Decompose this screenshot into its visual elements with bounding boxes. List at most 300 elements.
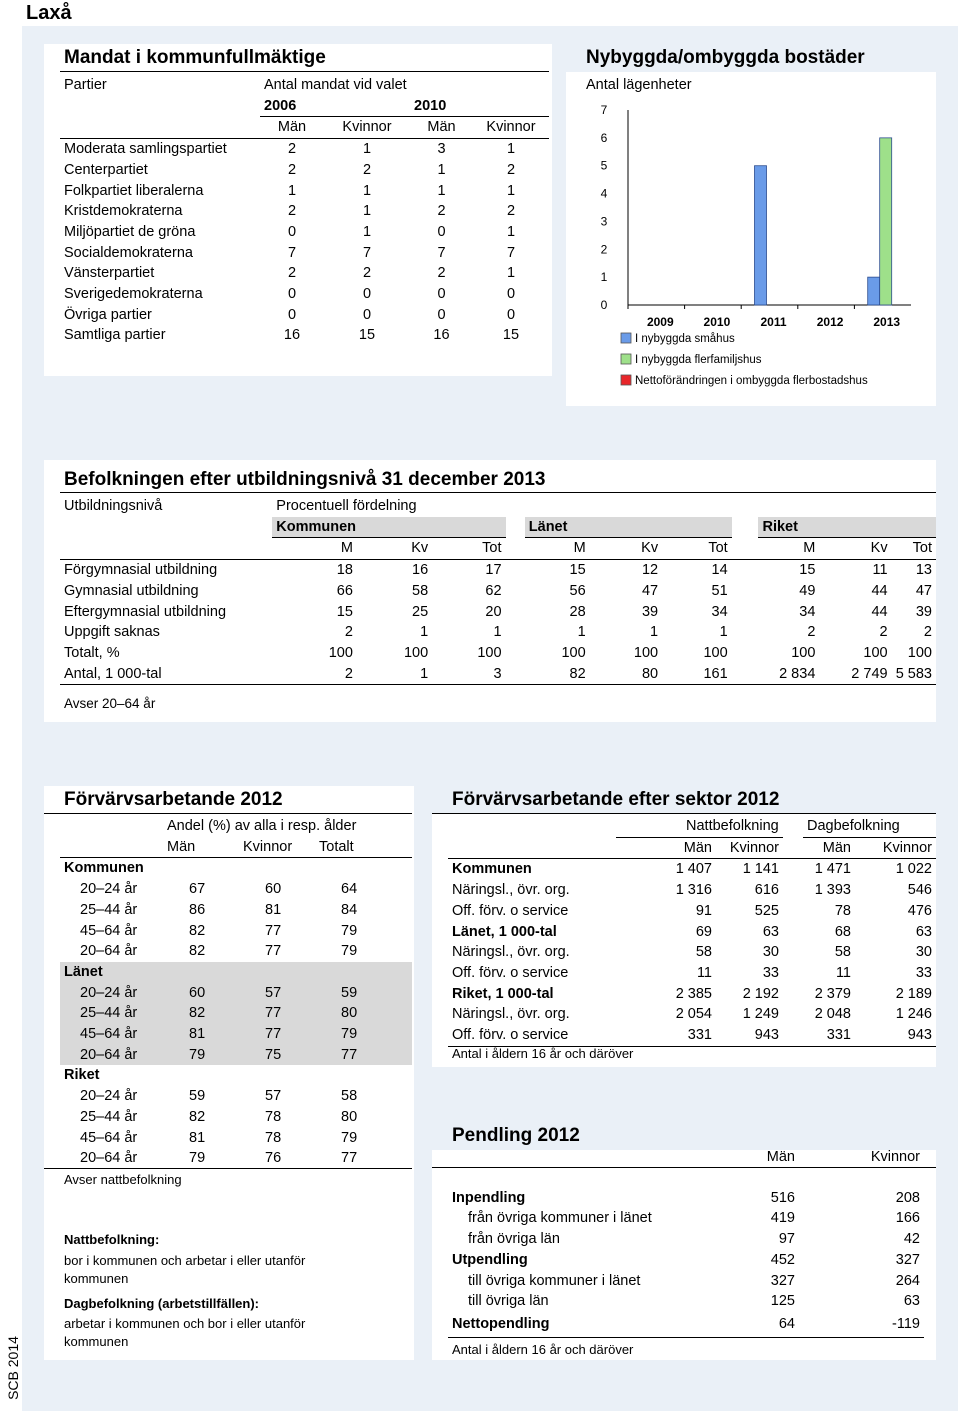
utbildning-value: 15: [336, 603, 353, 620]
pendling-table: [448, 1147, 924, 1338]
table-row: [60, 139, 549, 160]
forvarv-value: 78: [265, 1108, 282, 1125]
sektor-table: [448, 816, 936, 1047]
forvarv-value: 79: [341, 1026, 358, 1043]
sektor-row-label: Off. förv. o service: [452, 964, 569, 981]
pendling-row-label: Utpendling: [452, 1251, 528, 1268]
utbildning-value: 16: [412, 562, 429, 579]
utbildning-value: 44: [871, 603, 888, 620]
forvarv-value: 59: [341, 984, 358, 1001]
pendling-value: 264: [895, 1272, 920, 1289]
utbildning-value: 58: [412, 582, 429, 599]
utbildning-value: 66: [336, 582, 353, 599]
sektor-sub-header: Män: [683, 839, 712, 856]
sektor-value: 525: [754, 902, 779, 919]
pendling-sub-header: Män: [766, 1149, 795, 1165]
sektor-value: 2 379: [814, 985, 851, 1002]
x-tick-label: 2009: [646, 315, 674, 329]
sektor-row-label: Länet, 1 000-tal: [452, 923, 557, 940]
sektor-value: 616: [754, 882, 779, 899]
mandat-value: 7: [437, 244, 446, 261]
utbildning-value: 28: [569, 603, 586, 620]
utbildning-value: 100: [403, 644, 429, 661]
forvarv-age: 45–64 år: [80, 922, 138, 939]
sektor-value: 943: [907, 1027, 932, 1044]
forvarv-value: 79: [189, 1150, 206, 1167]
party-name: Sverigedemokraterna: [64, 286, 203, 303]
mandat-value: 2: [287, 161, 297, 178]
utbildning-value: 1: [420, 665, 429, 682]
table-row: [60, 201, 549, 222]
utbildning-sub-header: Kv: [411, 540, 429, 557]
mandat-sub-header: Män: [277, 119, 307, 136]
legend-swatch: [621, 333, 631, 343]
forvarv-value: 81: [265, 901, 282, 918]
utbildning-value: 1: [719, 624, 728, 641]
table-row: [448, 1250, 924, 1271]
bar: [868, 277, 880, 305]
mandat-value: 1: [362, 141, 372, 158]
group-row: [60, 962, 412, 983]
side-label: SCB 2014: [5, 1336, 21, 1400]
utbildning-value: 20: [485, 603, 502, 620]
forvarv-value: 79: [189, 1046, 206, 1063]
forvarv-group-name: Kommunen: [64, 860, 144, 877]
sektor-value: 1 141: [742, 861, 779, 878]
table-row: [60, 941, 412, 962]
table-row: [60, 921, 412, 942]
sektor-value: 2 385: [675, 985, 712, 1002]
mandat-value: 0: [437, 223, 446, 240]
party-name: Kristdemokraterna: [64, 203, 183, 220]
sektor-value: 331: [687, 1027, 712, 1044]
utbildning-row-label: Totalt, %: [64, 644, 120, 661]
utbildning-title: Befolkningen efter utbildningsnivå 31 december 2013: [64, 469, 546, 490]
table-row: [60, 284, 549, 305]
forvarv-value: 82: [189, 922, 206, 939]
pendling-row-label: till övriga län: [468, 1293, 549, 1310]
table-row: [448, 984, 936, 1005]
utbildning-value: 15: [569, 562, 586, 579]
forvarv-value: 77: [265, 922, 282, 939]
table-row: [448, 922, 936, 943]
forvarv-value: 82: [189, 943, 206, 960]
pendling-row-label: Nettopendling: [452, 1316, 550, 1333]
forvarv-sub-header: Män: [167, 838, 196, 855]
pendling-value: 327: [895, 1251, 920, 1268]
mandat-value: 7: [506, 244, 516, 261]
utbildning-value: 34: [799, 603, 816, 620]
bar: [880, 138, 892, 305]
table-row: [60, 900, 412, 921]
forvarv-sub-header: Totalt: [319, 838, 354, 855]
sektor-value: 63: [915, 923, 932, 940]
pendling-value: 452: [770, 1251, 795, 1268]
forvarv-age: 25–44 år: [80, 901, 138, 918]
utbildning-sub-header: Kv: [870, 540, 888, 557]
table-row: [448, 942, 936, 963]
party-name: Samtliga partier: [64, 327, 166, 344]
table-row: [60, 879, 412, 900]
party-name: Centerpartiet: [64, 161, 148, 178]
table-row: [448, 963, 936, 984]
mandat-value: 2: [506, 161, 516, 178]
utbildning-sub-header: Tot: [482, 540, 502, 557]
forvarv-age: 45–64 år: [80, 1129, 138, 1146]
pendling-value: 166: [895, 1210, 920, 1227]
mandat-value: 0: [287, 223, 297, 240]
table-row: [60, 181, 549, 202]
mandat-sub-header: Män: [427, 119, 456, 136]
table-row: [60, 1003, 412, 1024]
utbildning-value: 1: [493, 624, 502, 641]
table-row: [448, 1271, 924, 1292]
mandat-value: 3: [437, 141, 446, 158]
mandat-value: 15: [502, 327, 520, 344]
table-row: [448, 1025, 936, 1046]
table-row: [448, 880, 936, 901]
sektor-value: 1 022: [895, 861, 932, 878]
sektor-note: Antal i åldern 16 år och däröver: [452, 1046, 634, 1061]
table-row: [60, 263, 549, 284]
utbildning-group-kommunen: Kommunen: [272, 517, 505, 538]
party-name: Miljöpartiet de gröna: [64, 223, 196, 240]
utbildning-value: 1: [420, 624, 429, 641]
forvarv-value: 79: [341, 943, 358, 960]
sektor-value: 331: [826, 1027, 851, 1044]
sektor-value: 91: [695, 902, 712, 919]
utbildning-value: 1: [650, 624, 659, 641]
table-row: [60, 1107, 412, 1128]
bostader-subtitle: Antal lägenheter: [586, 77, 692, 93]
utbildning-value: 44: [871, 582, 888, 599]
mandat-year-2006: 2006: [260, 96, 410, 117]
mandat-sub-header: Kvinnor: [342, 119, 392, 136]
sektor-value: 476: [907, 902, 932, 919]
pendling-value: 208: [895, 1189, 920, 1206]
pendling-value: 64: [778, 1316, 795, 1333]
forvarv-age: 20–64 år: [80, 1150, 138, 1167]
forvarv-value: 75: [265, 1046, 282, 1063]
mandat-value: 0: [437, 286, 446, 303]
mandat-year-2010: 2010: [410, 96, 549, 117]
pendling-value: -119: [892, 1316, 920, 1333]
mandat-value: 1: [437, 182, 446, 199]
mandat-value: 2: [362, 265, 372, 282]
forvarv-age: 20–64 år: [80, 1046, 138, 1063]
utbildning-value: 13: [915, 562, 932, 579]
pendling-note: Antal i åldern 16 år och däröver: [452, 1342, 634, 1357]
def-natt-title: Nattbefolkning:: [64, 1232, 160, 1247]
utbildning-value: 2: [344, 665, 353, 682]
forvarv-value: 58: [341, 1088, 358, 1105]
table-row: [60, 1148, 412, 1169]
legend-label: I nybyggda flerfamiljshus: [635, 354, 762, 366]
utbildning-value: 39: [641, 603, 659, 620]
y-tick-label: 6: [600, 130, 608, 145]
utbildning-value: 39: [915, 603, 932, 620]
table-row: [448, 1004, 936, 1025]
table-row: [60, 1045, 412, 1066]
table-row: [448, 1208, 924, 1229]
sektor-row-label: Off. förv. o service: [452, 1027, 569, 1044]
sektor-value: 1 471: [814, 861, 851, 878]
table-row: [60, 1024, 412, 1045]
utbildning-value: 18: [336, 562, 353, 579]
mandat-value: 2: [362, 161, 372, 178]
mandat-value: 16: [283, 327, 301, 344]
utbildning-value: 14: [711, 562, 728, 579]
sektor-group-natt: Nattbefolkning: [616, 816, 783, 837]
mandat-value: 2: [287, 265, 297, 282]
forvarv-value: 79: [341, 1129, 358, 1146]
utbildning-value: 2 834: [779, 665, 816, 682]
sektor-value: 1 393: [814, 882, 851, 899]
sektor-value: 33: [915, 964, 932, 981]
mandat-value: 1: [506, 141, 516, 158]
utbildning-value: 15: [799, 562, 816, 579]
utbildning-row-label: Förgymnasial utbildning: [64, 562, 218, 579]
y-tick-label: 4: [600, 186, 608, 201]
sektor-row-label: Riket, 1 000-tal: [452, 985, 554, 1002]
utbildning-row-label: Eftergymnasial utbildning: [64, 603, 227, 620]
table-row: [60, 602, 936, 623]
sektor-value: 78: [834, 902, 851, 919]
sektor-title: Förvärvsarbetande efter sektor 2012: [452, 789, 780, 810]
sektor-value: 2 054: [675, 1006, 712, 1023]
bar: [755, 166, 767, 305]
utbildning-value: 51: [711, 582, 728, 599]
mandat-col-antal: Antal mandat vid valet: [264, 77, 407, 93]
sektor-value: 11: [696, 964, 712, 981]
party-name: Vänsterpartiet: [64, 265, 155, 282]
utbildning-note: Avser 20–64 år: [64, 696, 156, 711]
sektor-value: 2 192: [742, 985, 779, 1002]
forvarv-age: 25–44 år: [80, 1108, 138, 1125]
sektor-row-label: Off. förv. o service: [452, 902, 569, 919]
forvarv-age: 20–24 år: [80, 1088, 138, 1105]
utbildning-value: 17: [485, 562, 502, 579]
utbildning-value: 82: [569, 665, 586, 682]
utbildning-value: 11: [872, 562, 888, 579]
forvarv-value: 67: [189, 881, 206, 898]
forvarv-note: Avser nattbefolkning: [64, 1172, 182, 1187]
mandat-value: 0: [506, 306, 516, 323]
forvarv-value: 76: [265, 1150, 282, 1167]
utbildning-value: 2: [923, 624, 932, 641]
y-tick-label: 3: [600, 214, 608, 229]
utbildning-value: 1: [577, 624, 586, 641]
utbildning-value: 5 583: [895, 665, 932, 682]
utbildning-table: [60, 496, 936, 685]
mandat-value: 16: [433, 327, 450, 344]
utbildning-value: 2: [807, 624, 816, 641]
pendling-row-label: från övriga kommuner i länet: [468, 1210, 652, 1227]
pendling-value: 42: [903, 1231, 920, 1248]
pendling-value: 516: [770, 1189, 795, 1206]
sektor-value: 1 316: [675, 882, 712, 899]
pendling-value: 125: [770, 1293, 795, 1310]
sektor-sub-header: Kvinnor: [882, 839, 932, 856]
utbildning-sub-header: M: [340, 540, 353, 557]
pendling-value: 419: [770, 1210, 795, 1227]
mandat-value: 2: [506, 203, 516, 220]
utbildning-value: 100: [703, 644, 728, 661]
utbildning-sub-header: Tot: [912, 540, 932, 557]
utbildning-value: 47: [641, 582, 659, 599]
group-row: [60, 858, 412, 879]
forvarv-group-name: Riket: [64, 1067, 100, 1084]
forvarv-value: 60: [189, 984, 206, 1001]
legend-label: I nybyggda småhus: [635, 333, 735, 345]
y-tick-label: 1: [600, 270, 608, 285]
sektor-value: 30: [762, 944, 779, 961]
utbildning-value: 12: [641, 562, 659, 579]
utbildning-sub-header: Kv: [641, 540, 659, 557]
bostader-title: Nybyggda/ombyggda bostäder: [586, 47, 865, 68]
table-row: [60, 560, 936, 581]
forvarv-age: 45–64 år: [80, 1026, 138, 1043]
sektor-value: 11: [835, 964, 851, 981]
forvarv-sub-header: Kvinnor: [243, 838, 293, 855]
utbildning-value: 100: [863, 644, 888, 661]
y-tick-label: 0: [600, 298, 608, 312]
forvarv-value: 80: [341, 1108, 358, 1125]
x-tick-label: 2010: [703, 315, 731, 329]
utbildning-value: 49: [799, 582, 816, 599]
y-tick-label: 7: [600, 103, 608, 117]
legend-swatch: [621, 354, 631, 364]
sektor-row-label: Kommunen: [452, 861, 532, 878]
sektor-value: 58: [834, 944, 851, 961]
utbildning-value: 34: [711, 603, 728, 620]
legend-label: Nettoförändringen i ombyggda flerbostadshus: [635, 375, 868, 387]
mandat-value: 0: [506, 286, 516, 303]
utbildning-value: 80: [641, 665, 659, 682]
mandat-value: 2: [287, 203, 297, 220]
forvarv-value: 64: [341, 881, 358, 898]
pendling-value: 97: [778, 1231, 795, 1248]
y-tick-label: 5: [600, 158, 608, 173]
party-name: Socialdemokraterna: [64, 244, 193, 261]
mandat-value: 2: [437, 265, 446, 282]
utbildning-value: 100: [561, 644, 586, 661]
forvarv-value: 60: [265, 881, 282, 898]
utbildning-sub-header: M: [803, 540, 816, 557]
group-row: [60, 1065, 412, 1086]
sektor-value: 33: [762, 964, 779, 981]
utbildning-value: 2: [344, 624, 353, 641]
forvarv-title: Förvärvsarbetande 2012: [64, 789, 283, 810]
mandat-value: 7: [362, 244, 372, 261]
mandat-value: 0: [362, 306, 372, 323]
mandat-value: 0: [287, 286, 297, 303]
table-row: [448, 1291, 924, 1312]
pendling-sub-header: Kvinnor: [870, 1149, 920, 1165]
mandat-sub-header: Kvinnor: [486, 119, 536, 136]
pendling-row-label: till övriga kommuner i länet: [468, 1272, 641, 1289]
party-name: Moderata samlingspartiet: [64, 141, 227, 158]
y-tick-label: 2: [600, 242, 608, 257]
utbildning-value: 25: [412, 603, 429, 620]
utbildning-value: 100: [477, 644, 502, 661]
def-dag-title: Dagbefolkning (arbetstillfällen):: [64, 1296, 260, 1311]
forvarv-value: 77: [341, 1150, 358, 1167]
forvarv-value: 57: [265, 984, 282, 1001]
def-natt-text: bor i kommunen och arbetar i eller utanför kommunen: [64, 1253, 306, 1286]
x-tick-label: 2012: [816, 315, 844, 329]
utbildning-value: 62: [485, 582, 502, 599]
table-row: [60, 160, 549, 181]
table-row: [60, 222, 549, 243]
pendling-row-label: från övriga län: [468, 1231, 560, 1248]
table-row: [60, 243, 549, 264]
sektor-value: 2 048: [814, 1006, 851, 1023]
forvarv-table: [60, 816, 412, 1169]
sektor-sub-header: Män: [822, 839, 851, 856]
table-row: [60, 664, 936, 685]
sektor-row-label: Näringsl., övr. org.: [452, 944, 570, 961]
pendling-value: 327: [770, 1272, 795, 1289]
party-name: Övriga partier: [64, 306, 152, 323]
bostader-chart: [566, 72, 936, 406]
utbildning-value: 161: [703, 665, 728, 682]
mandat-value: 1: [506, 182, 516, 199]
mandat-value: 1: [362, 182, 372, 199]
forvarv-value: 86: [189, 901, 206, 918]
table-row: [448, 859, 936, 880]
sektor-row-label: Näringsl., övr. org.: [452, 1006, 570, 1023]
sektor-value: 2 189: [895, 985, 932, 1002]
forvarv-age: 25–44 år: [80, 1005, 138, 1022]
forvarv-value: 77: [265, 1026, 282, 1043]
sektor-value: 546: [907, 882, 932, 899]
utbildning-row-label: Gymnasial utbildning: [64, 582, 199, 599]
forvarv-age: 20–24 år: [80, 984, 138, 1001]
forvarv-value: 81: [189, 1129, 206, 1146]
mandat-value: 2: [287, 141, 297, 158]
mandat-value: 1: [362, 203, 372, 220]
sektor-value: 1 249: [742, 1006, 779, 1023]
mandat-value: 1: [362, 223, 372, 240]
sektor-value: 943: [754, 1027, 779, 1044]
table-row: [448, 1229, 924, 1250]
table-row: [60, 1086, 412, 1107]
forvarv-value: 77: [265, 943, 282, 960]
pendling-title: Pendling 2012: [452, 1125, 580, 1146]
table-row: [60, 1128, 412, 1149]
mandat-value: 0: [287, 306, 297, 323]
forvarv-age: 20–64 år: [80, 943, 138, 960]
utbildning-value: 3: [493, 665, 502, 682]
party-name: Folkpartiet liberalerna: [64, 182, 204, 199]
table-row: [448, 1188, 924, 1209]
sektor-sub-header: Kvinnor: [729, 839, 779, 856]
sektor-value: 63: [762, 923, 779, 940]
utbildning-sub-header: Tot: [708, 540, 728, 557]
utbildning-value: 100: [791, 644, 816, 661]
forvarv-group-name: Länet: [64, 963, 103, 980]
utbildning-value: 2: [879, 624, 888, 641]
legend-swatch: [621, 375, 631, 385]
table-row: [448, 1312, 924, 1338]
forvarv-value: 59: [189, 1088, 206, 1105]
table-row: [60, 325, 549, 346]
mandat-value: 1: [437, 161, 446, 178]
utbildning-group-lanet: Länet: [525, 517, 732, 538]
table-row: [60, 622, 936, 643]
utbildning-value: 100: [907, 644, 932, 661]
